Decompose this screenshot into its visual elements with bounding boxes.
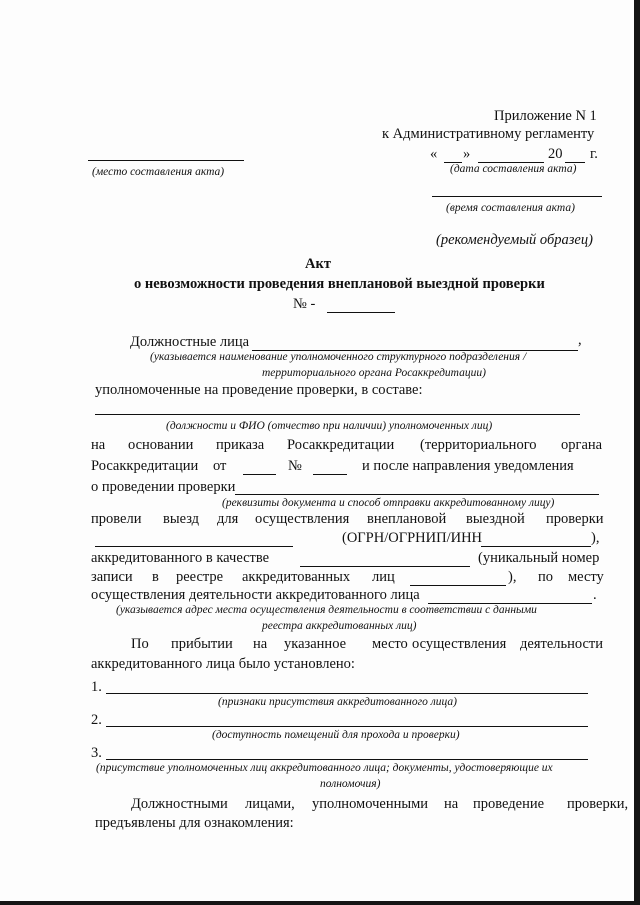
ogrn-close: ), bbox=[591, 530, 600, 546]
item-1-hint: (признаки присутствия аккредитованного лица) bbox=[218, 696, 457, 708]
date-year-prefix: 20 bbox=[548, 146, 563, 162]
item-2-field[interactable] bbox=[106, 726, 588, 727]
accredited-as: аккредитованного в качестве bbox=[91, 550, 270, 566]
place-field[interactable] bbox=[88, 160, 244, 161]
conduct-word: проверки bbox=[546, 511, 604, 527]
ogrn-label: (ОГРН/ОГРНИП/ИНН bbox=[342, 530, 483, 546]
order-date-field[interactable] bbox=[243, 474, 276, 475]
conduct-word: внеплановой bbox=[367, 511, 447, 527]
arrival-word: место bbox=[372, 636, 408, 652]
act-title: Акт bbox=[305, 256, 331, 272]
present-line-2: предъявлены для ознакомления: bbox=[95, 815, 294, 831]
basis-word: и после направления уведомления bbox=[362, 458, 574, 474]
conduct-word: провели bbox=[91, 511, 142, 527]
scan-border-right bbox=[634, 0, 640, 905]
date-year-suffix: г. bbox=[590, 146, 598, 162]
time-hint: (время составления акта) bbox=[446, 202, 575, 214]
item-3-hint-1: (присутствие уполномоченных лиц аккредитованного лица; документы, удостоверяющие их bbox=[96, 762, 553, 774]
arrival-word: указанное bbox=[284, 636, 347, 652]
item-1-number: 1. bbox=[91, 679, 102, 695]
present-word: Должностными bbox=[131, 796, 228, 812]
place-hint: (место составления акта) bbox=[92, 166, 225, 178]
present-word: лицами, bbox=[245, 796, 295, 812]
record-word: месту bbox=[568, 569, 604, 585]
item-2-number: 2. bbox=[91, 712, 102, 728]
arrival-word: на bbox=[253, 636, 268, 652]
basis-word: органа bbox=[561, 437, 603, 453]
record-word: реестре bbox=[176, 569, 224, 585]
members-field[interactable] bbox=[95, 414, 580, 415]
present-word: на bbox=[444, 796, 459, 812]
record-word: лиц bbox=[372, 569, 395, 585]
officials-hint-2: территориального органа Росаккредитации) bbox=[262, 367, 486, 379]
notification-field[interactable] bbox=[235, 494, 599, 495]
officials-comma: , bbox=[578, 332, 582, 348]
item-1-field[interactable] bbox=[106, 693, 588, 694]
basis-word: от bbox=[213, 458, 227, 474]
regulation-label: к Административному регламенту bbox=[382, 126, 595, 142]
accredited-name-field[interactable] bbox=[95, 546, 293, 547]
basis-word: основании bbox=[128, 437, 194, 453]
present-word: уполномоченными bbox=[312, 796, 429, 812]
basis-word: Росаккредитации bbox=[287, 437, 395, 453]
basis-word: № bbox=[288, 458, 302, 474]
item-3-hint-2: полномочия) bbox=[320, 778, 381, 790]
record-word: в bbox=[152, 569, 159, 585]
members-hint: (должности и ФИО (отчество при наличии) уполномоченных лиц) bbox=[166, 420, 493, 432]
place-activity-label: осуществления деятельности аккредитованного лица bbox=[91, 587, 420, 603]
place-hint-2: реестра аккредитованных лиц) bbox=[262, 620, 417, 632]
conduct-word: выездной bbox=[466, 511, 525, 527]
item-3-number: 3. bbox=[91, 745, 102, 761]
conduct-word: осуществления bbox=[255, 511, 350, 527]
officials-hint-1: (указывается наименование уполномоченного структурного подразделения / bbox=[150, 351, 527, 363]
authorized-text: уполномоченные на проведение проверки, в составе: bbox=[95, 382, 423, 398]
basis-word: приказа bbox=[216, 437, 265, 453]
basis-hint: (реквизиты документа и способ отправки аккредитованному лицу) bbox=[222, 497, 555, 509]
annex-label: Приложение N 1 bbox=[494, 108, 597, 124]
scan-border-bottom bbox=[0, 901, 640, 905]
item-2-hint: (доступность помещений для прохода и проверки) bbox=[212, 729, 460, 741]
time-field[interactable] bbox=[432, 196, 602, 197]
officials-label: Должностные лица bbox=[130, 334, 250, 350]
basis-word: на bbox=[91, 437, 106, 453]
accredited-as-field[interactable] bbox=[300, 566, 470, 567]
record-word: записи bbox=[91, 569, 133, 585]
arrival-word: осуществления bbox=[412, 636, 507, 652]
place-activity-period: . bbox=[593, 587, 597, 603]
basis-word: о проведении проверки bbox=[91, 479, 236, 495]
date-close-quote: » bbox=[463, 146, 471, 162]
arrival-word: деятельности bbox=[520, 636, 604, 652]
act-subtitle: о невозможности проведения внеплановой выездной проверки bbox=[134, 276, 545, 292]
arrival-word: По bbox=[131, 636, 149, 652]
ogrn-field[interactable] bbox=[481, 546, 591, 547]
place-hint-1: (указывается адрес места осуществления деятельности в соответствии с данными bbox=[116, 604, 537, 616]
item-3-field[interactable] bbox=[106, 759, 588, 760]
record-close: ), bbox=[508, 569, 517, 585]
sample-note: (рекомендуемый образец) bbox=[436, 232, 593, 248]
order-number-field[interactable] bbox=[313, 474, 347, 475]
act-number-field[interactable] bbox=[327, 312, 395, 313]
record-word: по bbox=[538, 569, 554, 585]
basis-word: Росаккредитации bbox=[91, 458, 199, 474]
present-word: проведение bbox=[473, 796, 545, 812]
basis-word: (территориального bbox=[420, 437, 537, 453]
registry-number-field[interactable] bbox=[410, 585, 506, 586]
unique-number-label: (уникальный номер bbox=[478, 550, 600, 566]
present-word: проверки, bbox=[567, 796, 629, 812]
record-word: аккредитованных bbox=[242, 569, 351, 585]
arrival-line-2: аккредитованного лица было установлено: bbox=[91, 656, 355, 672]
arrival-word: прибытии bbox=[171, 636, 233, 652]
conduct-word: для bbox=[217, 511, 239, 527]
conduct-word: выезд bbox=[163, 511, 200, 527]
date-hint: (дата составления акта) bbox=[450, 163, 577, 175]
act-number-label: № - bbox=[293, 296, 316, 312]
date-open-quote: « bbox=[430, 146, 438, 162]
